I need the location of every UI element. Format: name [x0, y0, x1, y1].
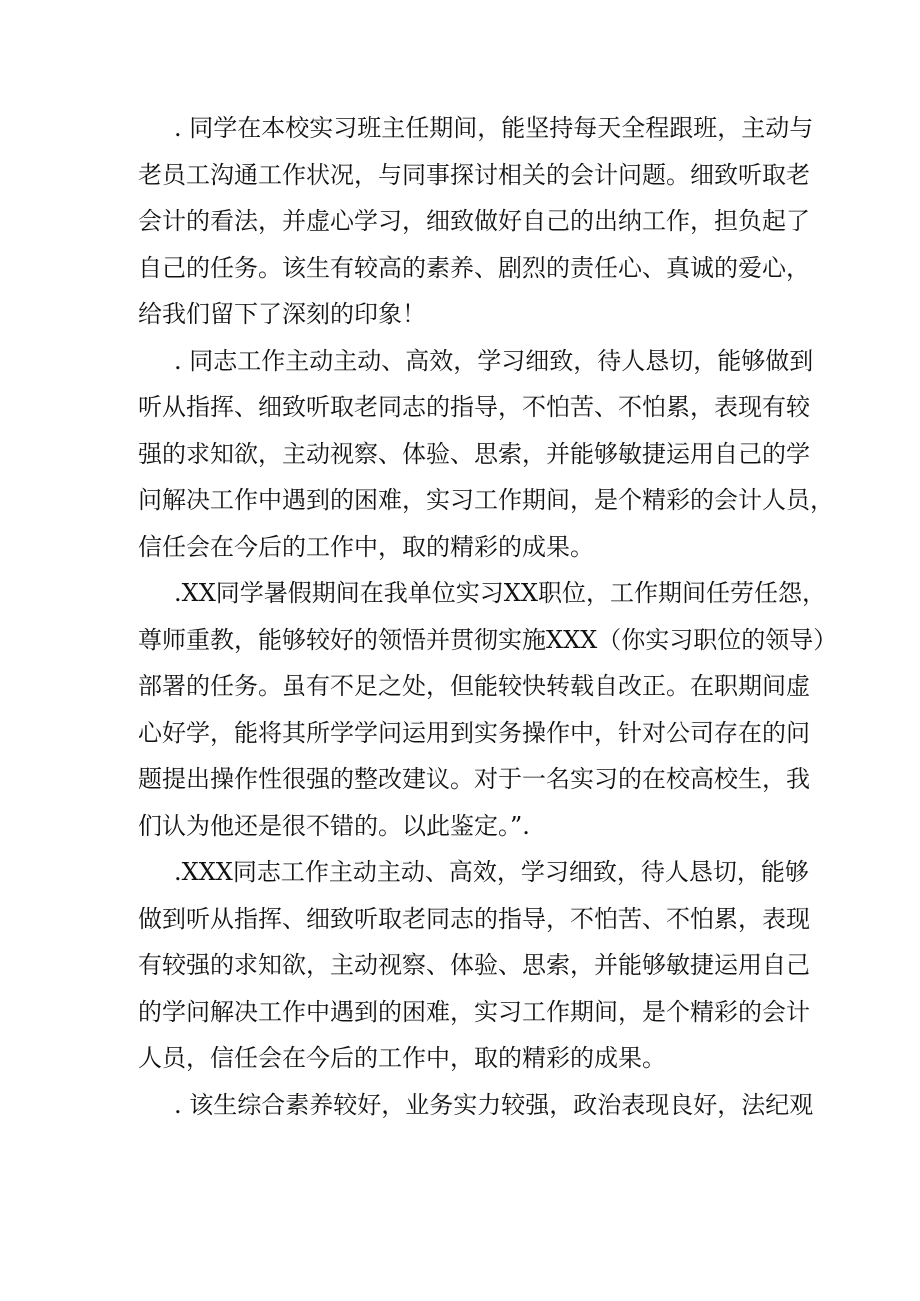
text-line: .XX同学暑假期间在我单位实习XX职位，工作期间任劳任怨，: [174, 579, 826, 607]
text-line: 强的求知欲，主动视察、体验、思索，并能够敏捷运用自己的学: [138, 439, 810, 468]
text-line: . 同学在本校实习班主任期间，能坚持每天全程跟班，主动与: [174, 114, 814, 142]
text-line: 听从指挥、细致听取老同志的指导，不怕苦、不怕累，表现有较: [138, 393, 810, 421]
paragraph: [138, 1082, 814, 1129]
paragraph: [138, 849, 810, 1082]
text-line: 部署的任务。虽有不足之处，但能较快转载自改正。在职期间虚: [138, 672, 810, 700]
text-line: 问解决工作中遇到的困难，实习工作期间，是个精彩的会计人员，: [138, 486, 834, 514]
paragraph: [138, 338, 834, 571]
text-line: 人员，信任会在今后的工作中，取的精彩的成果。: [138, 1044, 666, 1072]
text-line: 信任会在今后的工作中，取的精彩的成果。: [138, 532, 594, 561]
text-line: . 该生综合素养较好，业务实力较强，政治表现良好，法纪观: [174, 1090, 814, 1119]
text-line: 的学问解决工作中遇到的困难，实习工作期间，是个精彩的会计: [138, 997, 810, 1026]
paragraph: [138, 105, 814, 338]
paragraph: [138, 570, 838, 849]
text-line: 有较强的求知欲，主动视察、体验、思索，并能够敏捷运用自己: [138, 951, 810, 979]
text-line: 自己的任务。该生有较高的素养、剧烈的责任心、真诚的爱心，: [138, 253, 810, 282]
text-line: 题提出操作性很强的整改建议。对于一名实习的在校高校生，我: [138, 765, 810, 793]
text-line: 会计的看法，并虚心学习，细致做好自己的出纳工作，担负起了: [138, 207, 810, 235]
document-page: [138, 105, 838, 1128]
text-line: 心好学，能将其所学学问运用到实务操作中，针对公司存在的问: [138, 718, 810, 747]
text-line: 给我们留下了深刻的印象！: [138, 300, 426, 328]
text-line: . 同志工作主动主动、高效，学习细致，待人恳切，能够做到: [174, 346, 814, 375]
text-line: 做到听从指挥、细致听取老同志的指导，不怕苦、不怕累，表现: [138, 904, 810, 933]
text-line: 们认为他还是很不错的。以此鉴定。”.: [138, 811, 530, 840]
text-line: .XXX同志工作主动主动、高效，学习细致，待人恳切，能够: [174, 858, 809, 886]
text-line: 尊师重教，能够较好的领悟并贯彻实施XXX（你实习职位的领导）: [138, 625, 838, 654]
text-line: 老员工沟通工作状况，与同事探讨相关的会计问题。细致听取老: [138, 160, 810, 189]
